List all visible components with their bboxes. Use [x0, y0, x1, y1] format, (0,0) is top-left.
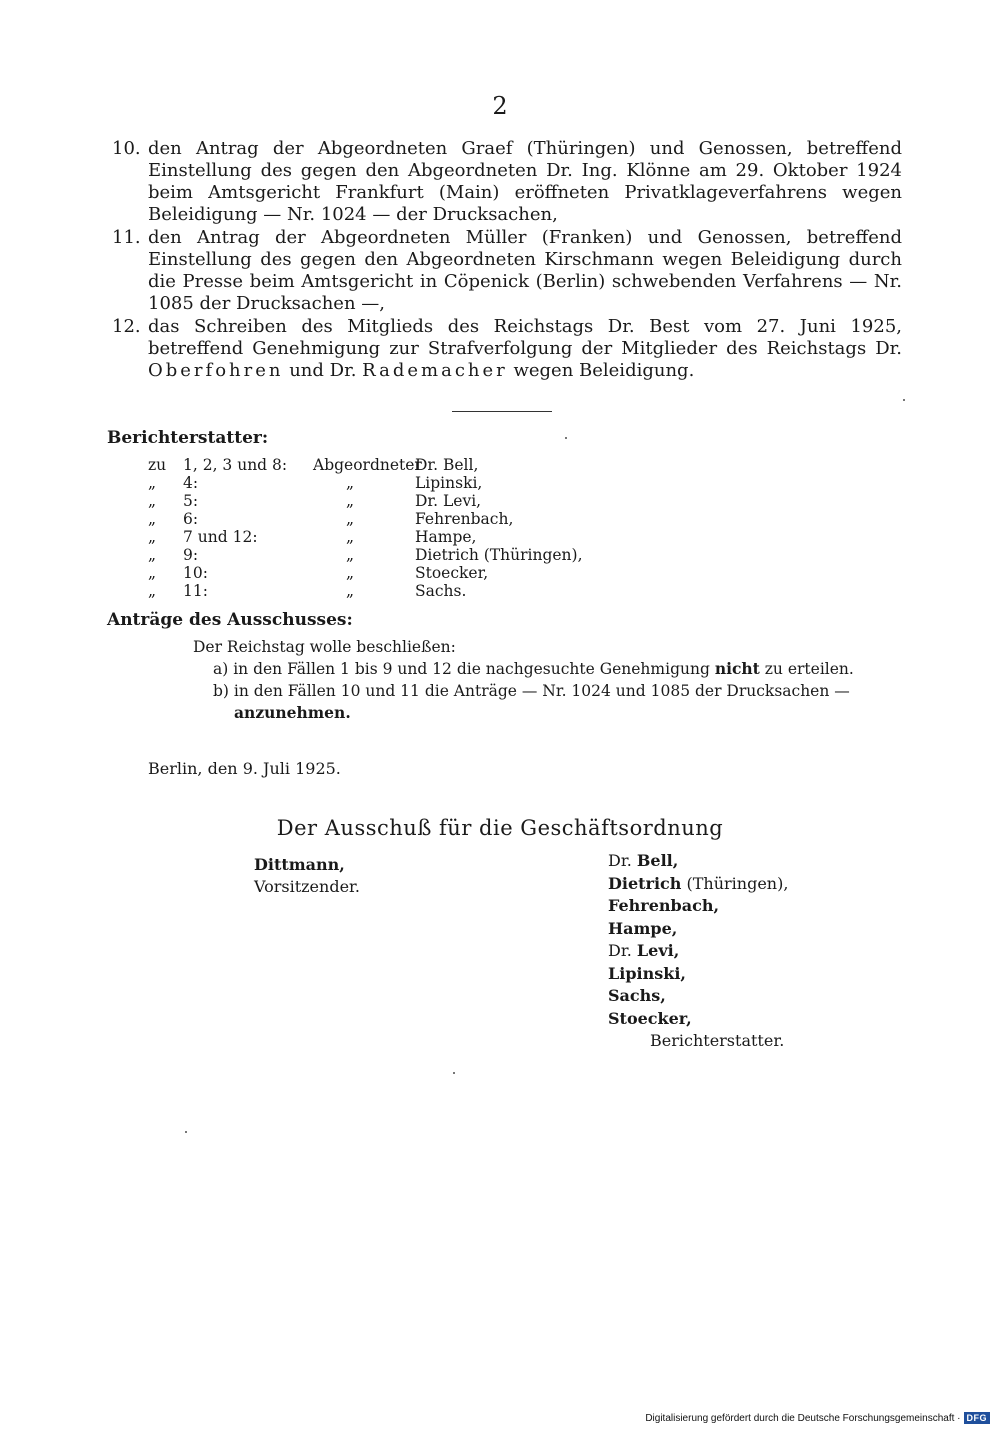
reporter-ref: 1, 2, 3 und 8: — [183, 456, 288, 474]
item-number: 11. — [112, 227, 141, 248]
scan-speck — [453, 1072, 455, 1074]
reporter-name: Dr. Bell, — [415, 456, 479, 474]
section-divider — [452, 411, 552, 412]
member-name: Fehrenbach, — [608, 896, 720, 915]
reporter-name: Sachs. — [415, 582, 467, 600]
member-line — [608, 940, 788, 963]
reporter-ref: 7 und 12: — [183, 528, 258, 546]
reporter-ref: 5: — [183, 492, 199, 510]
reporter-name: Fehrenbach, — [415, 510, 514, 528]
reporter-role: „ — [346, 564, 355, 582]
reporter-prefix: „ — [148, 492, 157, 510]
motion-b-bold: anzunehmen. — [234, 703, 351, 722]
reporter-prefix: „ — [148, 510, 157, 528]
date-line: Berlin, den 9. Juli 1925. — [148, 759, 341, 778]
member-line — [608, 1008, 788, 1031]
footer-credit — [645, 1411, 990, 1425]
item-number: 12. — [112, 316, 141, 337]
reporter-role: „ — [346, 492, 355, 510]
agenda-items — [112, 138, 902, 383]
member-signatures — [608, 850, 788, 1053]
item-text — [148, 316, 902, 382]
reporter-role: „ — [346, 546, 355, 564]
member-prefix: Dr. — [608, 851, 637, 870]
reporter-role: „ — [346, 474, 355, 492]
agenda-item — [112, 138, 902, 226]
item-text: den Antrag der Abgeordneten Graef (Thüringen) und Genossen, betreffend Einstellung des gegen den Abgeordneten Dr. Ing. Klönne am 29. Oktober 1924 beim Amtsgericht Frankfurt (Main) eröffneten Privatklageverfahrens wegen Beleidigung — Nr. 1024 — der Drucksachen, — [148, 138, 902, 225]
reporter-role: „ — [346, 528, 355, 546]
committee-title: Der Ausschuß für die Geschäftsordnung — [276, 816, 724, 840]
motions-block — [193, 636, 854, 724]
members-role: Berichterstatter. — [650, 1031, 785, 1050]
motions-heading: Anträge des Ausschusses: — [107, 610, 353, 630]
reporter-name: Lipinski, — [415, 474, 483, 492]
motion-a-emphasis: nicht — [714, 659, 760, 678]
chair-name: Dittmann, — [254, 855, 345, 874]
member-line — [608, 873, 788, 896]
member-line — [608, 985, 788, 1008]
motion-a-text: a) in den Fällen 1 bis 9 und 12 die nachgesuchte Genehmigung — [213, 660, 715, 678]
item-text-part: wegen Beleidigung. — [507, 360, 695, 381]
motion-a-text-end: zu erteilen. — [759, 660, 854, 678]
item-text-part: und Dr. — [283, 360, 363, 381]
reporter-ref: 11: — [183, 582, 208, 600]
motion-b: b) in den Fällen 10 und 11 die Anträge — Nr. 1024 und 1085 der Drucksachen — — [213, 682, 850, 700]
motion-b-emphasis — [193, 702, 854, 724]
item-text: den Antrag der Abgeordneten Müller (Franken) und Genossen, betreffend Einstellung des gegen den Abgeordneten Kirschmann wegen Beleidigung durch die Presse beim Amtsgericht in Cöpenick (Berlin) schwebenden Verfahrens — Nr. 1085 der Drucksachen —, — [148, 227, 902, 314]
reporter-name: Dietrich (Thüringen), — [415, 546, 583, 564]
member-line — [608, 963, 788, 986]
scan-speck — [185, 1131, 187, 1133]
motion-intro: Der Reichstag wolle beschließen: — [193, 638, 456, 656]
member-line — [608, 895, 788, 918]
member-name: Sachs, — [608, 986, 666, 1005]
agenda-item — [112, 227, 902, 315]
reporters-heading: Berichterstatter: — [107, 428, 269, 448]
reporter-prefix: „ — [148, 564, 157, 582]
reporter-ref: 6: — [183, 510, 199, 528]
item-number: 10. — [112, 138, 141, 159]
reporter-prefix: zu — [148, 456, 167, 474]
item-text-part: das Schreiben des Mitglieds des Reichstags Dr. Best vom 27. Juni 1925, betreffend Genehmigung zur Strafverfolgung der Mitglieder des Reichstags Dr. — [148, 316, 902, 359]
reporter-role: „ — [346, 582, 355, 600]
chair-role: Vorsitzender. — [254, 877, 361, 896]
reporter-ref: 10: — [183, 564, 208, 582]
reporter-name: Dr. Levi, — [415, 492, 482, 510]
member-name: Bell, — [636, 851, 679, 870]
member-name: Lipinski, — [608, 963, 686, 983]
reporter-prefix: „ — [148, 546, 157, 564]
scan-speck — [565, 437, 567, 439]
member-line — [608, 918, 788, 941]
member-name: Dietrich — [608, 873, 682, 893]
member-prefix: Dr. — [608, 941, 637, 960]
reporter-ref: 4: — [183, 474, 199, 492]
footer-text: Digitalisierung gefördert durch die Deutsche Forschungsgemeinschaft · — [645, 1412, 961, 1424]
member-suffix: (Thüringen), — [681, 873, 789, 893]
person-name: Rademacher — [362, 360, 508, 381]
person-name: Oberfohren — [148, 360, 284, 381]
reporter-ref: 9: — [183, 546, 199, 564]
chair-signature — [254, 854, 360, 898]
reporter-prefix: „ — [148, 528, 157, 546]
reporter-role: Abgeordneter — [313, 456, 422, 474]
reporter-prefix: „ — [148, 582, 157, 600]
motion-a — [193, 658, 854, 680]
dfg-logo: DFG — [964, 1412, 991, 1424]
scan-speck — [903, 399, 905, 401]
page-number: 2 — [492, 92, 508, 120]
member-name: Levi, — [636, 941, 680, 960]
reporter-prefix: „ — [148, 474, 157, 492]
member-line — [608, 850, 788, 873]
reporter-role: „ — [346, 510, 355, 528]
reporter-name: Stoecker, — [415, 564, 489, 582]
member-name: Hampe, — [608, 918, 678, 938]
agenda-item — [112, 316, 902, 382]
member-name: Stoecker, — [608, 1008, 692, 1028]
reporter-name: Hampe, — [415, 528, 477, 546]
